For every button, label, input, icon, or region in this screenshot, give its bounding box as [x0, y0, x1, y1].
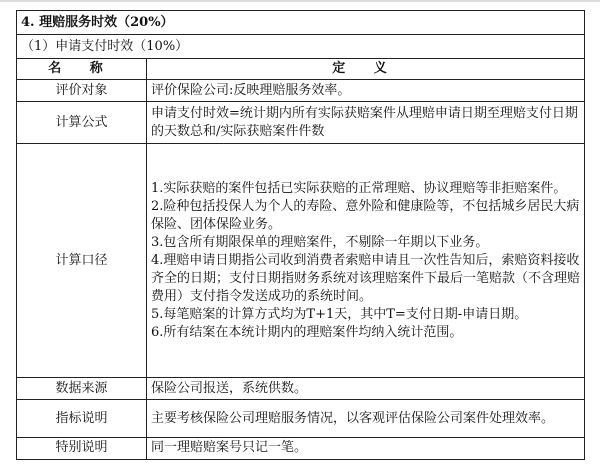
definition-line: 同一理赔赔案号只记一笔。 [151, 440, 308, 455]
row-name: 计算口径 [17, 144, 147, 378]
row-definition [147, 438, 585, 460]
table-row [17, 438, 585, 460]
indicator-table [16, 10, 585, 460]
top-divider [0, 0, 600, 2]
row-name: 评价对象 [17, 80, 147, 102]
table-row [17, 400, 585, 438]
definition-line: 评价保险公司:反映理赔服务效率。 [151, 82, 351, 98]
subsection-title: （1）申请支付时效（10%） [17, 35, 585, 59]
definition-line: 1.实际获赔的案件包括已实际获赔的正常理赔、协议理赔等非拒赔案件。 [151, 180, 567, 196]
section-title: 4. 理赔服务时效（20%） [17, 11, 585, 35]
row-name: 计算公式 [17, 102, 147, 144]
header-definition: 定 义 [147, 59, 585, 80]
table-row [17, 80, 585, 102]
definition-line: 保险公司报送，系统供数。 [151, 380, 308, 396]
section-title-row [17, 11, 585, 35]
row-name: 特别说明 [17, 438, 147, 460]
table-row [17, 144, 585, 378]
definition-line: 4.理赔申请日期指公司收到消费者索赔申请且一次性告知后，索赔资料接收齐全的日期；支付日期指财务系统对该理赔案件下最后一笔赔款（不含理赔费用）支付指令发送成功的系统时间。 [151, 252, 581, 304]
definition-line: 6.所有结案在本统计期内的理赔案件均纳入统计范围。 [151, 324, 463, 340]
definition-line: 主要考核保险公司理赔服务情况，以客观评估保险公司案件处理效率。 [151, 410, 555, 426]
row-name: 指标说明 [17, 400, 147, 438]
definition-line: 3.包含所有期限保单的理赔案件，不剔除一年期以下业务。 [151, 234, 489, 250]
row-definition [147, 378, 585, 400]
header-name: 名 称 [17, 59, 147, 80]
row-definition [147, 80, 585, 102]
table-row [17, 378, 585, 400]
table-row [17, 102, 585, 144]
table-header-row [17, 59, 585, 80]
row-definition [147, 102, 585, 144]
definition-line: 申请支付时效=统计期内所有实际获赔案件从理赔申请日期至理赔支付日期的天数总和/实际获赔案件件数 [151, 105, 578, 139]
row-definition [147, 400, 585, 438]
definition-line: 5.每笔赔案的计算方式均为T+1天，其中T=支付日期-申请日期。 [151, 306, 528, 322]
definition-line: 2.险种包括投保人为个人的寿险、意外险和健康险等，不包括城乡居民大病保险、团体保险业务。 [151, 198, 580, 232]
subsection-title-row [17, 35, 585, 59]
row-name: 数据来源 [17, 378, 147, 400]
row-definition [147, 144, 585, 378]
